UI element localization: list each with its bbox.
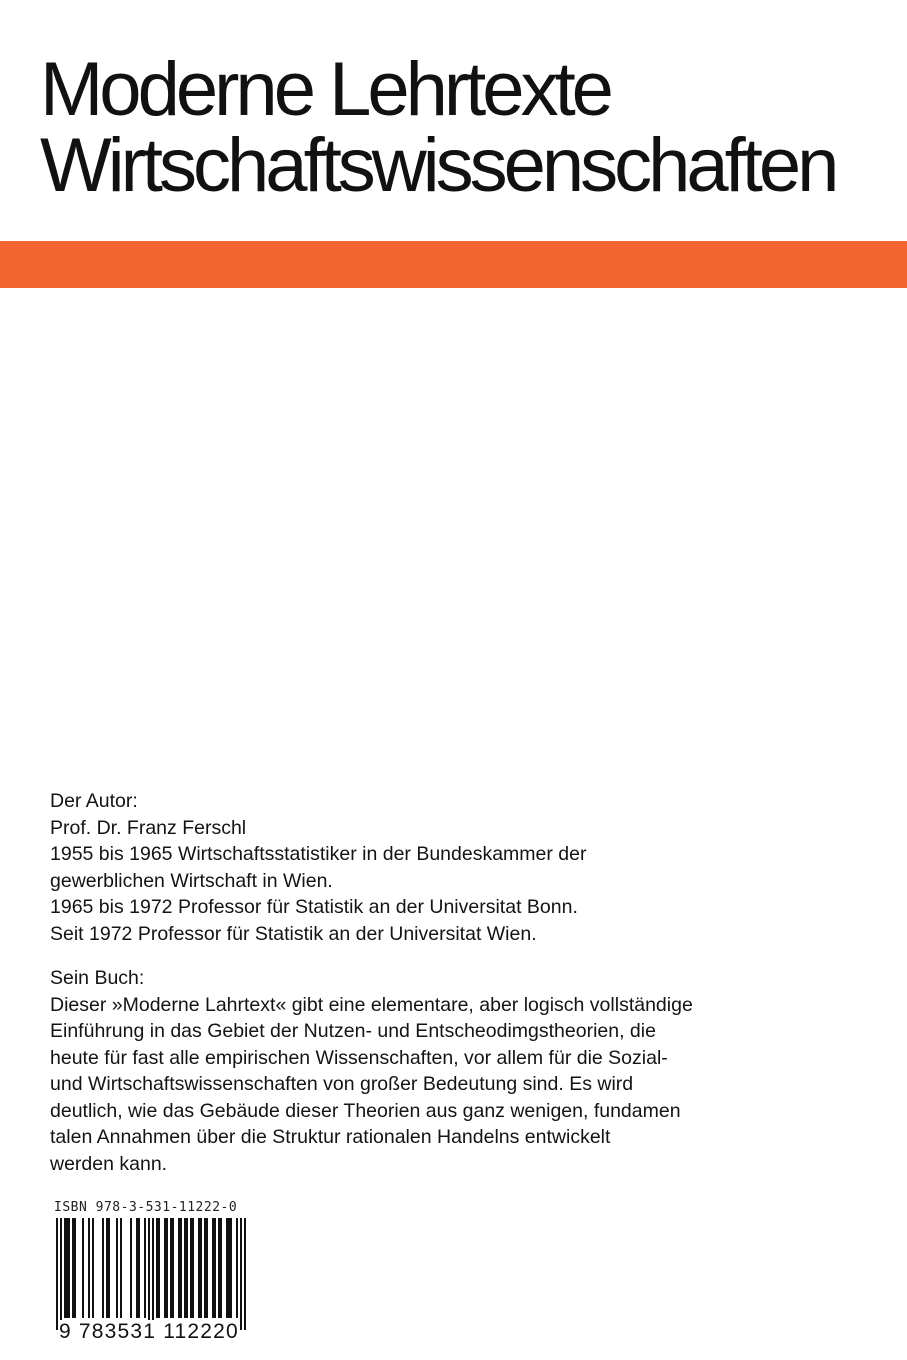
barcode-bar — [190, 1218, 192, 1318]
barcode-bar — [166, 1218, 168, 1318]
barcode-bar — [212, 1218, 214, 1318]
barcode-bar — [158, 1218, 160, 1318]
barcode-bar — [240, 1218, 242, 1330]
barcode-bar — [116, 1218, 118, 1318]
barcode-digits: 9 783531 112220 — [59, 1320, 239, 1343]
barcode-bar — [164, 1218, 166, 1318]
accent-band — [0, 241, 907, 288]
barcode-bar — [144, 1218, 146, 1318]
barcode-bar — [60, 1218, 62, 1330]
author-section — [50, 788, 850, 947]
series-title-line-1: Moderne Lehrtexte — [40, 47, 610, 132]
barcode-bar — [148, 1218, 150, 1330]
barcode-bar — [82, 1218, 84, 1318]
barcode-bar — [170, 1218, 172, 1318]
author-bio-line: 1955 bis 1965 Wirtschaftsstatistiker in der Bundeskammer der — [50, 843, 587, 865]
barcode-bar — [88, 1218, 90, 1318]
barcode-bar — [178, 1218, 180, 1318]
barcode-bar — [244, 1218, 246, 1330]
barcode-bar — [72, 1218, 74, 1318]
book-heading: Sein Buch: — [50, 967, 145, 989]
book-section — [50, 965, 850, 1177]
barcode-bar — [108, 1218, 110, 1318]
isbn-barcode — [50, 1200, 290, 1350]
barcode-bar — [206, 1218, 208, 1318]
author-bio-line: Seit 1972 Professor für Statistik an der Universitat Wien. — [50, 922, 537, 945]
barcode-bar — [184, 1218, 186, 1318]
barcode-bar — [152, 1218, 154, 1330]
barcode-bar — [56, 1218, 58, 1330]
author-name: Prof. Dr. Franz Ferschl — [50, 816, 247, 839]
barcode-bar — [66, 1218, 68, 1318]
barcode-bar — [230, 1218, 232, 1318]
barcode-bar — [236, 1218, 238, 1318]
barcode-bar — [156, 1218, 158, 1318]
author-bio-line: 1965 bis 1972 Professor für Statistik an der Universitat Bonn. — [50, 896, 578, 918]
barcode-bar — [192, 1218, 194, 1318]
barcode-bar — [180, 1218, 182, 1318]
book-description-line: Dieser »Moderne Lahrtext« gibt eine elementare, aber logisch vollständige — [50, 993, 693, 1016]
author-bio-line: gewerblichen Wirtschaft in Wien. — [50, 869, 333, 892]
barcode-bar — [200, 1218, 202, 1318]
barcode-bar — [220, 1218, 222, 1318]
barcode-bar — [204, 1218, 206, 1318]
barcode-bar — [106, 1218, 108, 1318]
barcode-bar — [198, 1218, 200, 1318]
series-title — [40, 47, 836, 208]
barcode-bar — [214, 1218, 216, 1318]
series-title-line-2: Wirtschaftswissenschaften — [40, 123, 836, 208]
book-description-line: Einführung in das Gebiet der Nutzen- und Entscheodimgstheorien, die — [50, 1020, 656, 1042]
book-description-line: talen Annahmen über die Struktur rationalen Handelns entwickelt — [50, 1126, 611, 1148]
barcode-bar — [92, 1218, 94, 1318]
book-description-line: werden kann. — [50, 1152, 168, 1175]
barcode-bar — [130, 1218, 132, 1318]
barcode-bar — [218, 1218, 220, 1318]
book-description-line: und Wirtschaftswissenschaften von großer Bedeutung sind. Es wird — [50, 1073, 634, 1095]
barcode-bar — [226, 1218, 228, 1318]
book-description-line: heute für fast alle empirischen Wissenschaften, vor allem für die Sozial- — [50, 1046, 668, 1069]
barcode-bar — [186, 1218, 188, 1318]
barcode-bar — [136, 1218, 138, 1318]
barcode-bar — [172, 1218, 174, 1318]
barcode-bar — [68, 1218, 70, 1318]
barcode-bars — [50, 1218, 250, 1330]
isbn-label: ISBN 978-3-531-11222-0 — [54, 1200, 238, 1215]
barcode-bar — [138, 1218, 140, 1318]
barcode-bar — [74, 1218, 76, 1318]
barcode-bar — [64, 1218, 66, 1318]
barcode-bar — [120, 1218, 122, 1318]
barcode-bar — [102, 1218, 104, 1318]
author-heading: Der Autor: — [50, 790, 138, 812]
book-description-line: deutlich, wie das Gebäude dieser Theorien aus ganz wenigen, fundamen — [50, 1099, 681, 1122]
barcode-bar — [228, 1218, 230, 1318]
